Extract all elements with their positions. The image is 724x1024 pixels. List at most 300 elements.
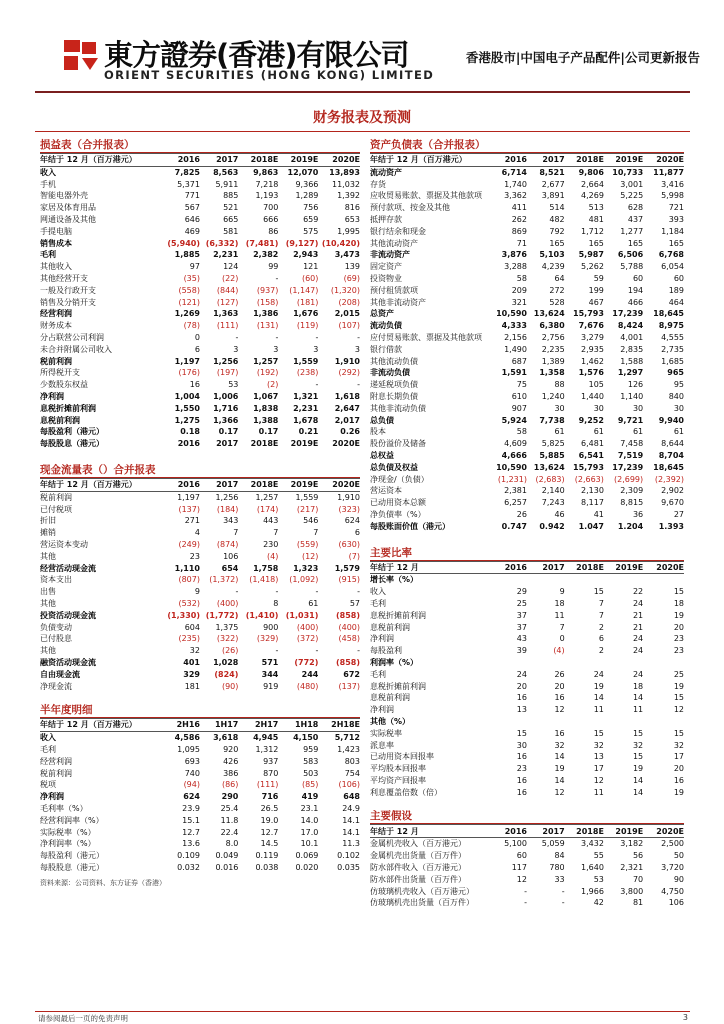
row-value: 24 [632, 669, 644, 679]
row-value: 7 [313, 528, 319, 538]
column-header-year: 1H17 [200, 719, 238, 732]
row-label: 息税前利润 [370, 622, 410, 632]
row-value: 20 [516, 681, 527, 691]
row-value: 11 [554, 610, 565, 620]
row-value: 11,877 [653, 167, 684, 177]
table-row [370, 273, 684, 285]
row-label: 手机 [40, 179, 56, 189]
row-value: 1,321 [293, 392, 319, 402]
table-row [370, 214, 684, 226]
row-value: 16 [673, 775, 684, 785]
row-value: 1,392 [337, 191, 360, 201]
key-ratios-table [370, 561, 684, 799]
row-value: (6,332) [205, 238, 239, 248]
row-value: 20 [554, 681, 565, 691]
row-value: 5,262 [581, 262, 604, 272]
table-row [370, 391, 684, 403]
row-value: 8,704 [658, 451, 684, 461]
row-value: 0.035 [337, 862, 360, 872]
disclaimer-note: 请参阅最后一页的免责声明 [38, 1014, 128, 1023]
row-value: 15.1 [182, 815, 200, 825]
table-row [370, 450, 684, 462]
row-value: 0.17 [258, 427, 279, 437]
row-value: 1,312 [255, 744, 279, 754]
row-label: 实际税率 [370, 728, 402, 738]
row-value: (106) [338, 780, 360, 790]
row-label: 利润率（%） [370, 657, 419, 667]
table-row [40, 657, 360, 669]
row-label: 销售及分销开支 [40, 297, 96, 307]
row-value: 624 [344, 516, 360, 526]
row-value: 23 [673, 646, 684, 656]
row-value: (400) [338, 622, 360, 632]
row-value: 165 [668, 238, 684, 248]
row-value: 665 [223, 215, 239, 225]
table-row [40, 415, 360, 427]
column-header-year: 2017 [527, 825, 565, 838]
column-header-year: 2H18E [318, 719, 360, 732]
row-value [643, 657, 684, 669]
column-header-year: 2016 [489, 154, 527, 167]
row-label: 每股盈利 [370, 646, 402, 656]
table-row [40, 332, 360, 344]
row-value: 9,721 [617, 415, 644, 425]
row-value: 56 [632, 851, 644, 861]
row-value: 1,140 [620, 392, 644, 402]
row-value: 10,590 [496, 309, 527, 319]
row-value: 1,559 [293, 356, 319, 366]
column-header-year: 2016 [489, 825, 527, 838]
row-value: 546 [303, 516, 319, 526]
row-label: 其他 [40, 646, 56, 656]
row-value: 13 [593, 752, 604, 762]
row-value: (807) [178, 575, 200, 585]
column-header-year: 2019E [278, 154, 318, 167]
row-value: (60) [301, 274, 319, 284]
row-value: (181) [296, 297, 319, 307]
column-header-year: 2H16 [162, 719, 200, 732]
company-name-cn: 東方證券(香港)有限公司 [104, 38, 409, 72]
row-value: 3,473 [334, 250, 360, 260]
row-value: 1,067 [253, 392, 279, 402]
row-label: 毛利 [40, 250, 56, 260]
row-value: 1.047 [578, 521, 604, 531]
header-divider [35, 91, 690, 93]
row-value: 58 [516, 427, 527, 437]
row-value: 7 [598, 598, 604, 608]
row-label: 营运资本 [370, 486, 402, 496]
row-value: 3 [233, 344, 239, 354]
table-row [40, 391, 360, 403]
row-value: 59 [593, 274, 604, 284]
row-label: 仿玻璃机壳出货量（百万件） [370, 898, 474, 908]
row-value: 14.1 [342, 815, 360, 825]
row-value: 4,269 [581, 191, 604, 201]
row-label: 税前利润 [40, 768, 72, 778]
row-value: (1,147) [289, 285, 319, 295]
row-value: 7 [598, 610, 604, 620]
row-value: (5,940) [167, 238, 200, 248]
row-value: 12,070 [287, 167, 319, 177]
row-value: 654 [221, 563, 239, 573]
column-header-year: 2018E [565, 154, 604, 167]
row-label: 其他非流动资产 [370, 297, 426, 307]
row-label: 销售成本 [40, 238, 72, 248]
row-value: 1,275 [174, 415, 200, 425]
row-value: 17,239 [612, 462, 644, 472]
row-label: 经营利润率（%） [40, 815, 104, 825]
row-value: 0.020 [295, 862, 319, 872]
column-header-label: 年结于 12 月 [370, 561, 489, 574]
row-value: (197) [216, 368, 239, 378]
row-label: 流动负债 [370, 321, 402, 331]
row-value: 7 [273, 528, 279, 538]
row-value: 780 [549, 862, 565, 872]
row-value: 1.393 [658, 521, 684, 531]
table-row [370, 850, 684, 862]
row-value: 5,885 [539, 451, 565, 461]
row-label: 总负债 [370, 415, 394, 425]
table-row [40, 803, 360, 815]
row-value: 771 [184, 191, 200, 201]
row-value: 885 [223, 191, 239, 201]
table-row [40, 791, 360, 803]
table-row [40, 379, 360, 391]
row-value: (111) [216, 321, 239, 331]
row-value [489, 716, 527, 728]
row-value: 937 [263, 756, 279, 766]
table-row [40, 226, 360, 238]
row-value: 22 [632, 587, 644, 597]
row-value: 7,218 [255, 179, 279, 189]
row-label: 净利润 [370, 705, 394, 715]
row-label: 平均股本回报率 [370, 764, 426, 774]
row-value: 16 [516, 787, 527, 797]
row-value: 870 [263, 768, 279, 778]
row-value: 64 [554, 274, 565, 284]
row-value: 1,910 [334, 356, 360, 366]
row-label: 息税前利润 [40, 415, 80, 425]
row-value: 659 [303, 215, 319, 225]
row-label: 净利润 [40, 392, 64, 402]
row-value: 22.4 [220, 827, 239, 837]
row-label: 已付税项 [40, 504, 72, 514]
row-value: 756 [303, 203, 319, 213]
row-label: 其他收入 [40, 262, 72, 272]
page-number: 3 [682, 1013, 688, 1022]
row-value: 437 [627, 215, 644, 225]
row-value: 1,462 [581, 356, 604, 366]
row-value: 4,333 [501, 321, 527, 331]
column-header-year: 2019E [278, 478, 318, 491]
row-value: 0.049 [215, 851, 239, 861]
row-value: 50 [673, 851, 684, 861]
row-value: 2,382 [253, 250, 279, 260]
table-row [370, 166, 684, 178]
table-row [40, 826, 360, 838]
row-value: 20 [673, 622, 684, 632]
row-value: 19 [673, 610, 684, 620]
table-row [40, 563, 360, 575]
table-row [370, 179, 684, 191]
column-header-year: 2020E [318, 154, 360, 167]
row-value: 0.038 [255, 862, 279, 872]
row-value: (915) [338, 575, 360, 585]
row-value: - [357, 587, 360, 597]
row-label: 摊销 [40, 528, 56, 538]
row-value: 1,004 [174, 392, 200, 402]
row-label: 总资产 [370, 309, 394, 319]
table-row [40, 166, 360, 178]
table-row [370, 692, 684, 704]
row-value: - [275, 333, 279, 343]
row-value: 18,645 [653, 462, 684, 472]
table-header-row [40, 719, 360, 732]
row-value: - [357, 333, 360, 343]
table-row [40, 732, 360, 744]
row-value: (1,092) [289, 575, 319, 585]
table-row [370, 332, 684, 344]
row-value: 36 [632, 510, 644, 519]
row-value: 1,277 [620, 226, 644, 236]
table-row [40, 680, 360, 692]
row-value: 26 [516, 510, 527, 519]
row-value: (532) [178, 598, 200, 608]
row-value: 1,197 [177, 492, 200, 502]
row-value: 3,362 [504, 191, 527, 201]
row-value: 1,588 [620, 356, 644, 366]
row-label: 息税折摊前利润 [370, 610, 426, 620]
row-value: 24 [593, 669, 604, 679]
row-value: - [357, 646, 360, 656]
row-value: 15,793 [573, 309, 604, 319]
row-value: 11,032 [332, 179, 360, 189]
table-header-row [40, 154, 360, 167]
row-value: 0 [559, 634, 565, 644]
row-value: (2,392) [654, 474, 684, 484]
table-row [370, 426, 684, 438]
row-label: 税前利润 [40, 492, 72, 502]
row-label: 非流动资产 [370, 250, 410, 260]
column-header-year: 2018E [565, 825, 604, 838]
row-label: 仿玻璃机壳收入（百万港元） [370, 886, 474, 896]
row-label: 利息覆盖倍数（倍） [370, 787, 442, 797]
row-value: 3,279 [581, 333, 604, 343]
row-value: 61 [308, 598, 319, 608]
cashflow-statement-table [40, 478, 360, 692]
row-value: 15 [632, 752, 644, 762]
row-value: 9,940 [658, 415, 684, 425]
table-row [40, 527, 360, 539]
row-value: 126 [627, 380, 644, 390]
row-value: 754 [344, 768, 360, 778]
row-label: 增长率（%） [370, 575, 419, 585]
row-value: 262 [511, 215, 527, 225]
row-value: 271 [184, 516, 200, 526]
column-header-label: 年结于 12 月（百万港元） [40, 154, 162, 167]
table-header-row [370, 154, 684, 167]
table-row [370, 415, 684, 427]
row-label: 出售 [40, 587, 56, 597]
row-value: 1,257 [253, 356, 279, 366]
row-value: 84 [554, 851, 565, 861]
row-value: 7,458 [620, 439, 644, 449]
row-value: (400) [216, 598, 239, 608]
row-value: 514 [549, 203, 565, 213]
row-label: 其他非流动负债 [370, 403, 426, 413]
row-value: 610 [511, 392, 527, 402]
row-value: 6 [598, 634, 604, 644]
row-value: (1,031) [285, 610, 319, 620]
row-value: (85) [301, 780, 319, 790]
table-row [370, 586, 684, 598]
row-value: 25.4 [220, 803, 239, 813]
row-value: 2,835 [620, 344, 644, 354]
row-value: 9,670 [661, 498, 684, 508]
row-value: - [315, 333, 319, 343]
table-row [370, 261, 684, 273]
table-row [40, 574, 360, 586]
row-value: 7,519 [617, 451, 644, 461]
row-value: 0.119 [255, 851, 279, 861]
row-value [565, 657, 604, 669]
table-row [40, 862, 360, 874]
row-value: 86 [268, 226, 279, 236]
row-value: (158) [256, 297, 279, 307]
table-row [40, 767, 360, 779]
row-value: 165 [627, 238, 644, 248]
row-value: 5,825 [541, 439, 565, 449]
row-value: (372) [296, 634, 319, 644]
row-value: 1,386 [253, 309, 279, 319]
row-value: 1,006 [213, 392, 239, 402]
table-row [40, 297, 360, 309]
row-value: 12 [593, 775, 604, 785]
row-value: 2,735 [661, 344, 684, 354]
row-value: 1,676 [293, 309, 319, 319]
table-row [370, 485, 684, 497]
row-value: 803 [344, 756, 360, 766]
row-value: 6,541 [578, 451, 604, 461]
row-value: 37 [516, 610, 527, 620]
row-value: 3,891 [541, 191, 565, 201]
row-value: 528 [549, 297, 565, 307]
row-label: 每股账面价值（港元） [370, 521, 450, 531]
footer-divider [35, 1011, 690, 1012]
row-value: (1,330) [167, 610, 200, 620]
column-header-year: 2019E [604, 825, 643, 838]
row-value: 24 [516, 669, 527, 679]
row-value: 42 [593, 898, 604, 908]
row-value: 7,243 [541, 498, 565, 508]
balance-sheet-table [370, 153, 684, 533]
column-header-year: 2016 [489, 561, 527, 574]
row-value: 199 [588, 285, 604, 295]
row-value: 23.1 [300, 803, 319, 813]
row-label: 已动用资本回报率 [370, 752, 434, 762]
row-value: 27 [673, 510, 684, 519]
table-row [370, 657, 684, 669]
row-label: 每股盈利（港元） [40, 427, 104, 437]
row-value: (323) [338, 504, 360, 514]
column-header-label: 年结于 12 月（百万港元） [40, 478, 162, 491]
row-value: (10,420) [321, 238, 360, 248]
row-label: 净利润 [40, 792, 64, 802]
row-value: 19 [632, 764, 644, 774]
row-value: 61 [593, 427, 604, 437]
table-row [40, 179, 360, 191]
row-value: - [524, 898, 527, 908]
row-value: 646 [184, 215, 200, 225]
row-label: 净利润率（%） [40, 839, 96, 849]
column-header-year: 2020E [643, 561, 684, 574]
table-row [40, 515, 360, 527]
row-value: 2,140 [541, 486, 565, 496]
row-value: (90) [221, 681, 239, 691]
row-value: 24 [632, 598, 644, 608]
row-value: (184) [216, 504, 239, 514]
row-value: 2,130 [581, 486, 604, 496]
row-value [489, 574, 527, 586]
row-value: 18,645 [653, 309, 684, 319]
row-label: 财务成本 [40, 321, 72, 331]
row-value: 5,059 [541, 839, 565, 849]
table-row [40, 190, 360, 202]
table-row [370, 633, 684, 645]
row-value: 1,559 [295, 492, 319, 502]
row-value: 716 [261, 792, 279, 802]
row-label: 递延税项负债 [370, 380, 418, 390]
row-value: - [524, 886, 527, 896]
row-label: 银行结余和现金 [370, 226, 426, 236]
key-ratios-title: 主要比率 [370, 546, 684, 561]
row-value: 1,095 [177, 744, 200, 754]
row-value: 1,885 [174, 250, 200, 260]
row-value: 672 [343, 669, 360, 679]
row-value: 3,876 [501, 250, 527, 260]
row-label: 净利润 [370, 634, 394, 644]
row-value: (78) [183, 321, 200, 331]
row-value: 244 [301, 669, 319, 679]
row-value: 604 [184, 622, 200, 632]
row-value: 12 [554, 705, 565, 715]
row-label: 分占联营公司利润 [40, 333, 104, 343]
row-value: 1,363 [213, 309, 239, 319]
row-label: 少数股东权益 [40, 380, 88, 390]
row-value: 869 [511, 226, 527, 236]
row-value: 5,924 [501, 415, 527, 425]
row-value: 567 [184, 203, 200, 213]
row-value: 13 [516, 705, 527, 715]
row-value: - [561, 886, 565, 896]
row-label: 预付租赁款项 [370, 285, 418, 295]
row-value: 17.0 [300, 827, 319, 837]
table-row [370, 728, 684, 740]
row-value: 575 [303, 226, 319, 236]
row-value: 3,720 [661, 862, 684, 872]
row-value: 16 [554, 693, 565, 703]
column-header-year: 2020E [643, 825, 684, 838]
column-header-label: 年结于 12 月（百万港元） [370, 154, 489, 167]
breadcrumb: 香港股市|中国电子产品配件|公司更新报告 [465, 50, 700, 65]
row-value: 3,618 [213, 733, 239, 743]
row-value: 37 [516, 622, 527, 632]
row-value: 5,371 [177, 179, 200, 189]
row-label: 股本 [370, 427, 386, 437]
row-value: 16 [516, 775, 527, 785]
table-row [40, 249, 360, 261]
table-row [370, 497, 684, 509]
